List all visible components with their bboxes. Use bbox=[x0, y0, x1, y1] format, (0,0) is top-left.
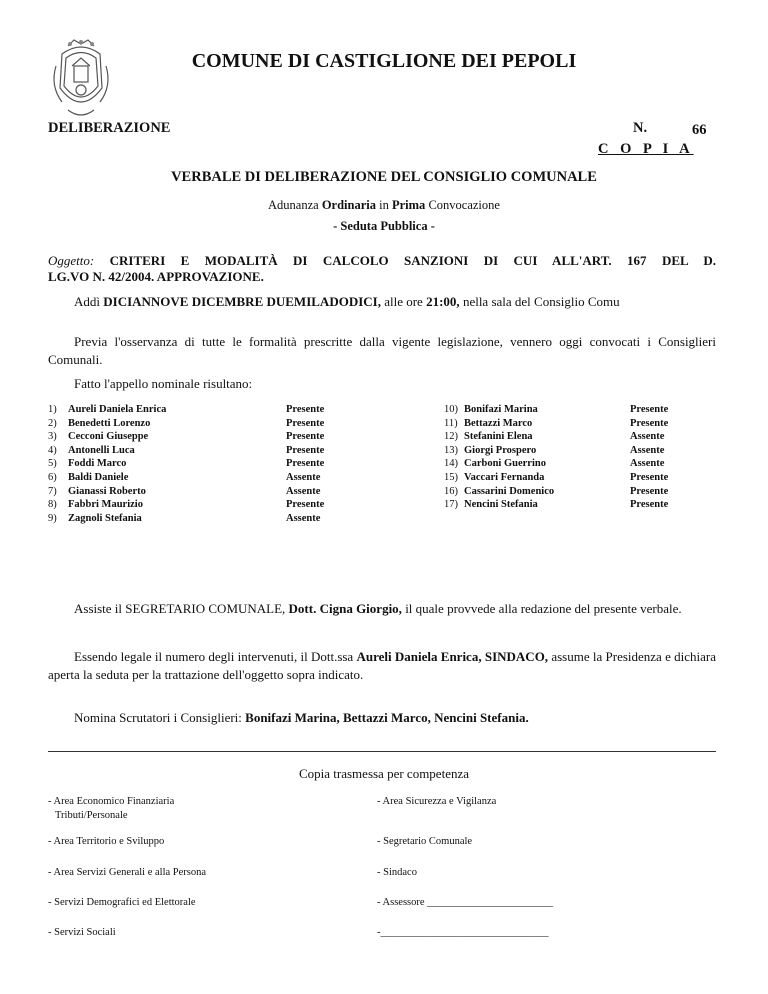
addi-post: nella sala del Consiglio Comu bbox=[459, 294, 620, 309]
essendo-pre: Essendo legale il numero degli intervenuti, il Dott.ssa bbox=[74, 649, 357, 664]
attendance-status: Presente bbox=[630, 499, 669, 511]
adunanza-post: Convocazione bbox=[425, 198, 500, 212]
essendo-paragraph bbox=[48, 648, 716, 684]
adunanza-pre: Adunanza bbox=[268, 198, 322, 212]
attendance-row bbox=[48, 498, 166, 512]
attendance-number: 7) bbox=[48, 485, 57, 497]
attendance-status: Presente bbox=[286, 431, 325, 443]
attendance-number: 16) bbox=[444, 485, 458, 497]
deliberazione-label: DELIBERAZIONE bbox=[48, 120, 171, 136]
copia-label: C O P I A bbox=[598, 141, 694, 157]
attendance-name: Carboni Guerrino bbox=[464, 458, 546, 470]
attendance-name: Zagnoli Stefania bbox=[68, 512, 142, 524]
attendance-right-status bbox=[630, 403, 668, 512]
appello-line: Fatto l'appello nominale risultano: bbox=[74, 376, 253, 391]
area-item: - Area Territorio e Sviluppo bbox=[48, 836, 165, 847]
attendance-name: Aureli Daniela Enrica bbox=[68, 404, 167, 415]
attendance-status: Presente bbox=[630, 471, 669, 483]
addi-mid: alle ore bbox=[380, 294, 427, 309]
oggetto-line1 bbox=[48, 252, 716, 269]
attendance-left-names bbox=[48, 403, 166, 525]
attendance-row bbox=[444, 485, 554, 499]
adunanza-line bbox=[0, 198, 768, 213]
oggetto-text: CRITERI E MODALITÀ DI CALCOLO SANZIONI DI CUI ALL'ART. 167 DEL D. bbox=[109, 253, 716, 268]
attendance-row bbox=[48, 417, 166, 431]
attendance-row bbox=[48, 430, 166, 444]
assiste-paragraph bbox=[48, 600, 716, 618]
attendance-row bbox=[444, 430, 554, 444]
nomina-names: Bonifazi Marina, Bettazzi Marco, Nencini Stefania. bbox=[245, 710, 529, 725]
nomina-line bbox=[74, 710, 529, 726]
attendance-status: Presente bbox=[630, 417, 669, 429]
area-item: - Assessore ________________________ bbox=[377, 897, 554, 908]
attendance-number: 10) bbox=[444, 404, 458, 415]
area-item: - Area Sicurezza e Vigilanza bbox=[377, 796, 497, 807]
adunanza-conv: Prima bbox=[391, 198, 426, 212]
adunanza-tipo: Ordinaria bbox=[321, 198, 376, 212]
attendance-row bbox=[444, 403, 554, 417]
attendance-name: Fabbri Maurizio bbox=[68, 499, 143, 511]
attendance-row bbox=[444, 498, 554, 512]
attendance-name: Stefanini Elena bbox=[464, 431, 533, 443]
trasmessa-heading: Copia trasmessa per competenza bbox=[298, 766, 469, 781]
attendance-number: 12) bbox=[444, 431, 458, 443]
attendance-number: 13) bbox=[444, 444, 458, 456]
adunanza-mid: in bbox=[376, 198, 392, 212]
previa-paragraph: Previa l'osservanza di tutte le formalità prescritte dalla vigente legislazione, vennero oggi convocati i Consiglieri Comunali. bbox=[48, 334, 716, 367]
attendance-row bbox=[444, 471, 554, 485]
attendance-right-names bbox=[444, 403, 554, 512]
attendance-status: Assente bbox=[630, 444, 665, 456]
oggetto-label: Oggetto: bbox=[48, 253, 95, 268]
divider bbox=[48, 751, 716, 752]
attendance-number: 1) bbox=[48, 404, 57, 415]
area-item: - Sindaco bbox=[377, 867, 417, 878]
attendance-status: Presente bbox=[286, 404, 325, 415]
attendance-status: Presente bbox=[630, 485, 669, 497]
attendance-row bbox=[444, 417, 554, 431]
oggetto-line2: LG.VO N. 42/2004. APPROVAZIONE. bbox=[48, 269, 264, 284]
attendance-name: Cassarini Domenico bbox=[464, 485, 555, 497]
attendance-number: 17) bbox=[444, 499, 458, 511]
addi-pre: Addì bbox=[74, 294, 104, 309]
attendance-number: 3) bbox=[48, 431, 57, 443]
addi-date: DICIANNOVE DICEMBRE DUEMILADODICI, bbox=[103, 294, 381, 309]
nomina-pre: Nomina Scrutatori i Consiglieri: bbox=[74, 710, 246, 725]
attendance-name: Cecconi Giuseppe bbox=[68, 431, 149, 443]
attendance-status: Assente bbox=[630, 458, 665, 470]
area-item: - Area Economico Finanziaria bbox=[48, 796, 175, 807]
verbale-heading: VERBALE DI DELIBERAZIONE DEL CONSIGLIO COMUNALE bbox=[171, 169, 597, 185]
attendance-status: Assente bbox=[286, 512, 321, 524]
attendance-row bbox=[48, 512, 166, 526]
attendance-status: Assente bbox=[630, 431, 665, 443]
attendance-name: Vaccari Fernanda bbox=[464, 471, 545, 483]
attendance-name: Bonifazi Marina bbox=[464, 404, 538, 415]
attendance-number: 8) bbox=[48, 499, 57, 511]
assiste-name: Dott. Cigna Giorgio, bbox=[288, 601, 402, 616]
attendance-name: Giorgi Prospero bbox=[464, 444, 537, 456]
assiste-pre: Assiste il SEGRETARIO COMUNALE, bbox=[74, 601, 289, 616]
area-item: -________________________________ bbox=[377, 927, 549, 938]
attendance-row bbox=[48, 457, 166, 471]
attendance-row bbox=[444, 457, 554, 471]
attendance-status: Presente bbox=[286, 499, 325, 511]
attendance-number: 14) bbox=[444, 458, 458, 470]
numero-value: 66 bbox=[692, 122, 707, 138]
numero-label: N. bbox=[633, 120, 648, 136]
attendance-number: 2) bbox=[48, 417, 57, 429]
attendance-number: 6) bbox=[48, 471, 57, 483]
attendance-name: Antonelli Luca bbox=[68, 444, 135, 456]
area-item: - Area Servizi Generali e alla Persona bbox=[48, 867, 207, 878]
attendance-status: Presente bbox=[286, 444, 325, 456]
attendance-number: 9) bbox=[48, 512, 57, 524]
attendance-status: Assente bbox=[286, 471, 321, 483]
attendance-name: Bettazzi Marco bbox=[464, 417, 533, 429]
attendance-name: Gianassi Roberto bbox=[68, 485, 146, 497]
attendance-name: Foddi Marco bbox=[68, 458, 127, 470]
attendance-row bbox=[444, 444, 554, 458]
attendance-number: 5) bbox=[48, 458, 57, 470]
attendance-row bbox=[48, 444, 166, 458]
attendance-name: Benedetti Lorenzo bbox=[68, 417, 151, 429]
addi-time: 21:00, bbox=[426, 294, 460, 309]
page-title: COMUNE DI CASTIGLIONE DEI PEPOLI bbox=[191, 50, 577, 72]
attendance-row bbox=[48, 471, 166, 485]
seduta-line: - Seduta Pubblica - bbox=[333, 219, 435, 233]
assiste-post: il quale provvede alla redazione del presente verbale. bbox=[401, 601, 682, 616]
attendance-name: Nencini Stefania bbox=[464, 499, 538, 511]
attendance-status: Presente bbox=[630, 404, 669, 415]
area-item: - Servizi Demografici ed Elettorale bbox=[48, 897, 196, 908]
attendance-row bbox=[48, 403, 166, 417]
area-item: - Segretario Comunale bbox=[377, 836, 473, 847]
essendo-post: assume la Presidenza e dichiara aperta la seduta per la trattazione dell'oggetto sopra indicato. bbox=[48, 649, 716, 682]
area-item: Tributi/Personale bbox=[55, 810, 128, 821]
attendance-row bbox=[48, 485, 166, 499]
attendance-number: 15) bbox=[444, 471, 458, 483]
attendance-status: Assente bbox=[286, 485, 321, 497]
addi-line bbox=[74, 294, 620, 310]
attendance-name: Baldi Daniele bbox=[68, 471, 129, 483]
attendance-number: 4) bbox=[48, 444, 57, 456]
area-item: - Servizi Sociali bbox=[48, 927, 116, 938]
attendance-status: Presente bbox=[286, 458, 325, 470]
attendance-status: Presente bbox=[286, 417, 325, 429]
essendo-name: Aureli Daniela Enrica, SINDACO, bbox=[356, 649, 549, 664]
attendance-number: 11) bbox=[444, 417, 458, 429]
attendance-left-status bbox=[286, 403, 324, 525]
